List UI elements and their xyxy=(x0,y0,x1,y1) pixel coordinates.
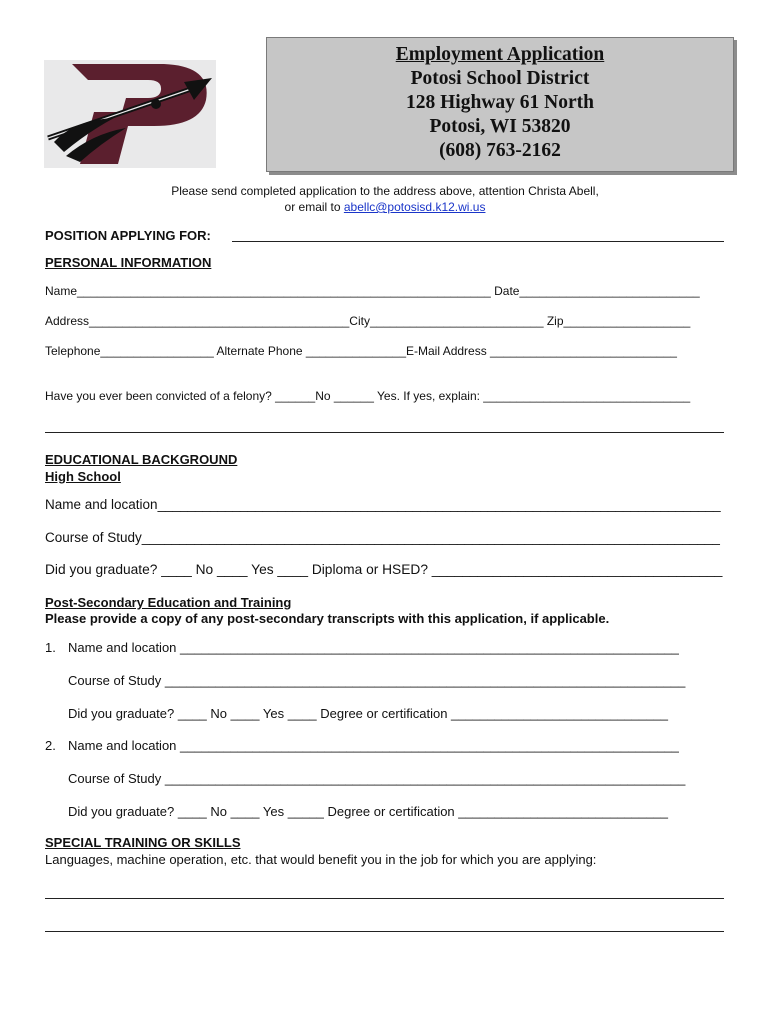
personal-info-heading: PERSONAL INFORMATION xyxy=(45,255,212,270)
position-field[interactable] xyxy=(232,241,724,242)
entry-1-name-location-row[interactable]: Name and location _____________________________________________________________________ xyxy=(68,640,679,655)
entry-1-course-row[interactable]: Course of Study ________________________________________________________________________ xyxy=(68,673,686,688)
school-logo xyxy=(44,60,216,168)
felony-explain-field[interactable] xyxy=(45,432,724,433)
post-secondary-heading: Post-Secondary Education and Training xyxy=(45,595,292,610)
arrow-p-logo-icon xyxy=(44,60,216,168)
high-school-heading: High School xyxy=(45,469,121,484)
intro-line-1: Please send completed application to the address above, attention Christa Abell, xyxy=(171,184,599,198)
document-title: Employment Application xyxy=(395,44,605,65)
entry-1-number: 1. xyxy=(45,640,56,655)
intro-email-prefix: or email to xyxy=(284,200,344,214)
address-row[interactable]: Address_______________________________________City__________________________ Zip___________________ xyxy=(45,314,691,328)
entry-2-number: 2. xyxy=(45,738,56,753)
special-training-field-2[interactable] xyxy=(45,931,724,932)
hs-graduate-row[interactable]: Did you graduate? ____ No ____ Yes ____ Diploma or HSED? ______________________________________ xyxy=(45,562,723,577)
entry-2-name-location-row[interactable]: Name and location _____________________________________________________________________ xyxy=(68,738,679,753)
hs-name-location-row[interactable]: Name and location___________________________________________________________________________ xyxy=(45,497,721,512)
special-training-heading: SPECIAL TRAINING OR SKILLS xyxy=(45,835,241,850)
title-box xyxy=(266,37,734,172)
email-link[interactable]: abellc@potosisd.k12.wi.us xyxy=(343,200,486,214)
intro-line-2 xyxy=(0,200,770,214)
special-training-field-1[interactable] xyxy=(45,898,724,899)
entry-1-graduate-row[interactable]: Did you graduate? ____ No ____ Yes ____ Degree or certification ______________________________ xyxy=(68,706,668,721)
felony-row[interactable]: Have you ever been convicted of a felony? ______No ______ Yes. If yes, explain: _______________________________ xyxy=(45,389,691,403)
entry-2-course-row[interactable]: Course of Study ________________________________________________________________________ xyxy=(68,771,686,786)
district-phone: (608) 763-2162 xyxy=(439,140,561,161)
telephone-row[interactable]: Telephone_________________ Alternate Phone _______________E-Mail Address ____________________________ xyxy=(45,344,677,358)
district-name: Potosi School District xyxy=(410,68,590,89)
position-label: POSITION APPLYING FOR: xyxy=(45,228,211,243)
education-heading: EDUCATIONAL BACKGROUND xyxy=(45,452,238,467)
city-state-zip: Potosi, WI 53820 xyxy=(429,116,571,137)
name-date-row[interactable]: Name______________________________________________________________ Date___________________________ xyxy=(45,284,700,298)
hs-course-row[interactable]: Course of Study_____________________________________________________________________________ xyxy=(45,530,720,545)
post-secondary-instruction: Please provide a copy of any post-secondary transcripts with this application, if applicable. xyxy=(45,611,610,626)
special-training-description: Languages, machine operation, etc. that would benefit you in the job for which you are applying: xyxy=(45,852,597,867)
entry-2-graduate-row[interactable]: Did you graduate? ____ No ____ Yes _____ Degree or certification _____________________________ xyxy=(68,804,668,819)
street-address: 128 Highway 61 North xyxy=(406,92,594,113)
